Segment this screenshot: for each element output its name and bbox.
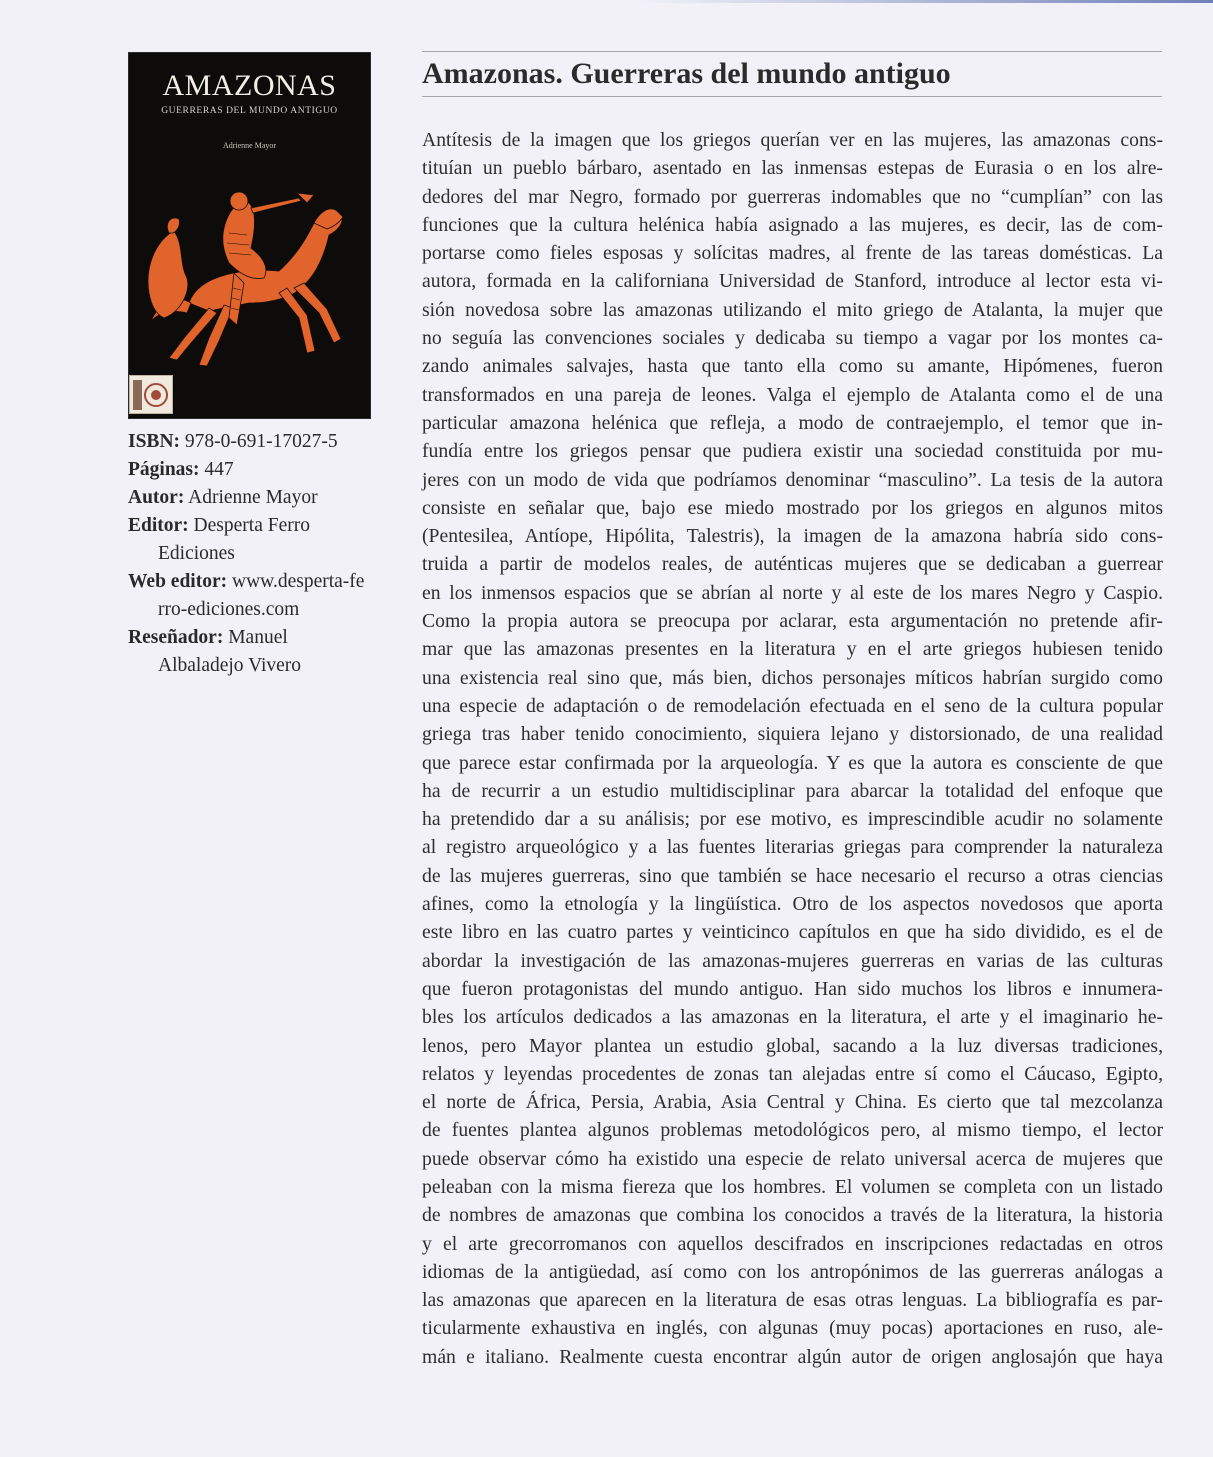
article-line: mar que las amazonas presentes en la literatura y en el arte griegos hubiesen tenido <box>422 638 1163 661</box>
article-title: Amazonas. Guerreras del mundo antiguo <box>422 57 951 90</box>
publisher-emblem-icon <box>130 376 172 413</box>
article-line: transformados en una pareja de leones. Valga el ejemplo de Atalanta como el de una <box>422 383 1163 406</box>
article-line: zando animales salvajes, hasta que tanto ella como su amante, Hipómenes, fueron <box>422 355 1163 378</box>
meta-author: Autor: Adrienne Mayor <box>128 487 318 508</box>
article-line: fundía entre los griegos pensar que pudiera existir una sociedad constituida por mu- <box>422 440 1163 463</box>
cover-subtitle: GUERRERAS DEL MUNDO ANTIGUO <box>161 106 338 116</box>
article-line: peleaban con la misma fiereza que los hombres. El volumen se completa con un listado <box>422 1175 1163 1198</box>
article-line: autora, formada en la californiana Universidad de Stanford, introduce al lector esta vi- <box>422 270 1163 293</box>
article-line: funciones que la cultura helénica había asignado a las mujeres, es decir, las de com- <box>422 213 1163 236</box>
article-line: en los inmensos espacios que se abrían al norte y al este de los mares Negro y Caspio. <box>422 581 1163 604</box>
article-line: ticularmente exhaustiva en inglés, con algunas (muy pocas) aportaciones en ruso, ale- <box>422 1317 1163 1340</box>
article-line: idiomas de la antigüedad, así como con los antropónimos de las guerreras análogas a <box>422 1260 1163 1283</box>
article-title-bar <box>422 51 1162 97</box>
article-line: ha pretendido dar a su análisis; por ese motivo, es imprescindible acudir no solamente <box>422 808 1163 831</box>
article-line: el norte de África, Persia, Arabia, Asia Central y China. Es cierto que tal mezcolanza <box>422 1091 1163 1114</box>
article-line: griega tras haber tenido conocimiento, siquiera lejano y distorsionado, de una realidad <box>422 723 1163 746</box>
top-accent-rule <box>640 0 1213 3</box>
article-line: portarse como fieles esposas y solícitas madres, al frente de las tareas domésticas. La <box>422 242 1163 265</box>
article-line: Antítesis de la imagen que los griegos querían ver en las mujeres, las amazonas cons- <box>422 129 1163 151</box>
meta-isbn: ISBN: 978-0-691-17027-5 <box>128 431 338 452</box>
article-line: relatos y leyendas procedentes de zonas tan alejadas entre sí como el Cáucaso, Egipto, <box>422 1062 1163 1085</box>
article-line: puede observar cómo ha existido una especie de relato universal acerca de mujeres que <box>422 1147 1163 1170</box>
article-line: de nombres de amazonas que combina los conocidos a través de la literatura, la historia <box>422 1204 1163 1227</box>
article-line: lenos, pero Mayor plantea un estudio global, sacando a la luz diversas tradiciones, <box>422 1034 1163 1057</box>
book-metadata <box>128 428 368 680</box>
article-line: dedores del mar Negro, formado por guerreras indomables que no “cumplían” con las <box>422 185 1163 208</box>
meta-pages: Páginas: 447 <box>128 459 234 480</box>
article-body <box>422 126 1163 1371</box>
meta-web-editor: Web editor: www.desperta-ferro-ediciones.com <box>128 571 365 620</box>
article-line: de las mujeres guerreras, sino que también se hace necesario el recurso a otras ciencias <box>422 864 1163 887</box>
article-line: bles los artículos dedicados a las amazonas en la literatura, el arte y el imaginario he- <box>422 1006 1163 1029</box>
article-line: sión novedosa sobre las amazonas utilizando el mito griego de Atalanta, la mujer que <box>422 298 1163 321</box>
article-line: que fueron protagonistas del mundo antiguo. Han sido muchos los libros e innumera- <box>422 977 1163 1000</box>
article-line: tituían un pueblo bárbaro, asentado en las inmensas estepas de Eurasia o en los alre- <box>422 157 1163 180</box>
article-line: de fuentes plantea algunos problemas metodológicos pero, al mismo tiempo, el lector <box>422 1119 1163 1142</box>
article-line: ha de recurrir a un estudio multidisciplinar para abarcar la totalidad del enfoque que <box>422 779 1163 802</box>
cover-author: Adrienne Mayor <box>222 141 277 150</box>
article-line: las amazonas que aparecen en la literatura de esas otras lenguas. La bibliografía es par- <box>422 1289 1163 1312</box>
amazon-on-horse-illustration <box>129 153 370 373</box>
article-line: una especie de adaptación o de remodelación efectuada en el seno de la cultura popular <box>422 694 1163 717</box>
article-line: particular amazona helénica que refleja, a modo de contraejemplo, el temor que in- <box>422 411 1163 434</box>
meta-editor: Editor: Desperta Ferro Ediciones <box>128 515 310 564</box>
article-line: que parece estar confirmada por la arqueología. Y es que la autora es consciente de que <box>422 751 1163 774</box>
article-line: consiste en señalar que, bajo ese miedo mostrado por los griegos en algunos mitos <box>422 496 1163 519</box>
article-line: mán e italiano. Realmente cuesta encontrar algún autor de origen anglosajón que haya <box>422 1345 1163 1368</box>
article-line: (Pentesilea, Antíope, Hipólita, Talestris), la imagen de la amazona habría sido cons- <box>422 525 1163 548</box>
cover-title: AMAZONAS <box>162 69 337 102</box>
article-line: jeres con un modo de vida que podríamos denominar “masculino”. La tesis de la autora <box>422 468 1163 491</box>
article-line: una existencia real sino que, más bien, dichos personajes míticos habrían surgido como <box>422 666 1163 689</box>
article-line: no seguía las convenciones sociales y dedicaba su tiempo a vagar por los montes ca- <box>422 327 1163 350</box>
publisher-logo <box>129 375 173 414</box>
meta-reviewer: Reseñador: Manuel Albaladejo Vivero <box>128 627 302 676</box>
article-line: este libro en las cuatro partes y veinticinco capítulos en que ha sido dividido, es el de <box>422 921 1163 944</box>
article-line: truida a partir de modelos reales, de auténticas mujeres que se dedicaban a guerrear <box>422 553 1163 576</box>
article-line: al registro arqueológico y a las fuentes literarias griegas para comprender la naturaleza <box>422 836 1163 859</box>
book-cover-image <box>128 52 371 419</box>
article-line: afines, como la etnología y la lingüística. Otro de los aspectos novedosos que aporta <box>422 893 1163 916</box>
article-line: abordar la investigación de las amazonas-mujeres guerreras en varias de las culturas <box>422 949 1163 972</box>
article-line: Como la propia autora se preocupa por aclarar, esta argumentación no pretende afir- <box>422 610 1163 633</box>
article-line: y el arte grecorromanos con aquellos descifrados en inscripciones redactadas en otros <box>422 1232 1163 1255</box>
